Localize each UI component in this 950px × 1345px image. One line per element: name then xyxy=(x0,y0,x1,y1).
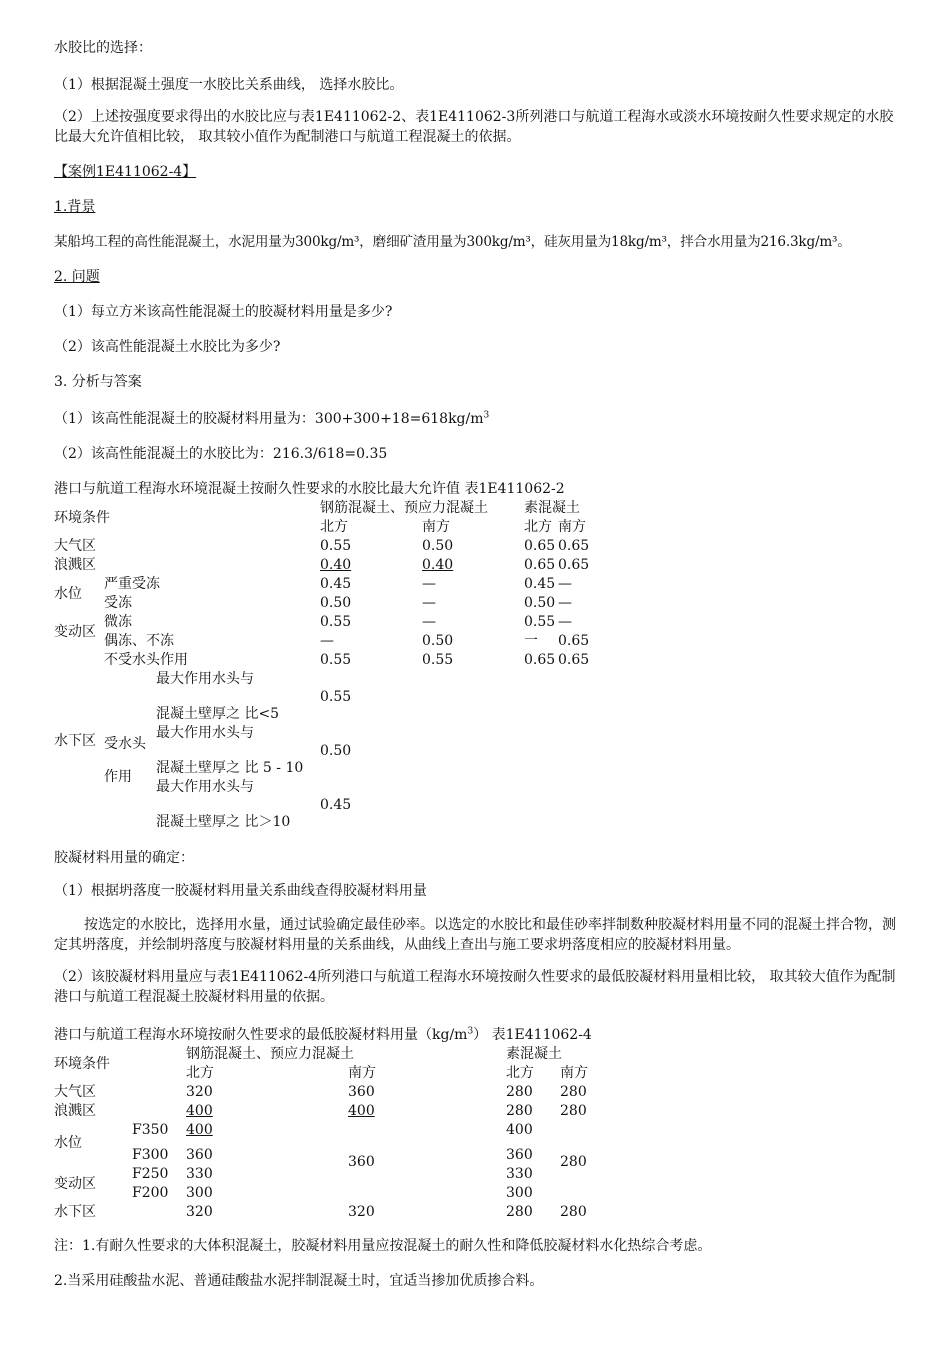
table-header-cell: 南方 xyxy=(348,1065,376,1081)
table-cell: 400 xyxy=(186,1103,213,1119)
table-cell: — xyxy=(558,595,572,611)
table-cell: 400 xyxy=(506,1122,533,1138)
table-cell: 280 xyxy=(560,1103,587,1119)
table-row xyxy=(54,651,598,670)
table-cell: F250 xyxy=(132,1166,169,1182)
table-cell: 330 xyxy=(186,1166,213,1182)
table-row xyxy=(54,613,598,632)
table-header-cell: 北方 xyxy=(506,1065,534,1081)
table-cell: — xyxy=(558,614,572,630)
case-answer-1: （1）该高性能混凝土的胶凝材料用量为：$300+300+18=618kg/m^3$ xyxy=(54,410,490,427)
table-cell: 受冻 xyxy=(104,595,132,611)
table-4-caption: 港口与航道工程海水环境按耐久性要求的最低胶凝材料用量$(kg/m^3)$ 表1E411062-4 xyxy=(54,1026,592,1043)
table-row xyxy=(54,1121,610,1140)
binder-item-2: （2）该胶凝材料用量应与表1E411062-4所列港口与航道工程海水环境按耐久性要求的最低胶凝材料用量相比较， 取其较大值作为配制港口与航道工程混凝土胶凝材料用量的依据。 xyxy=(54,969,896,1005)
case-background-text: 某船坞工程的高性能混凝土，水泥用量为300kg/m³，磨细矿渣用量为300kg/m³，硅灰用量为18kg/m³，拌合水用量为216.3kg/m³。 xyxy=(54,234,851,250)
binder-paragraph: 按选定的水胶比，选择用水量，通过试验确定最佳砂率。以选定的水胶比和最佳砂率拌制数种胶凝材料用量不同的混凝土拌合物，测定其坍落度，并绘制坍落度与胶凝材料用量的关系曲线，从曲线上查出与施工要求坍落度相应的胶凝材料用量。 xyxy=(54,917,896,953)
table-cell: 320 xyxy=(348,1204,375,1220)
table-cell: 0.55 xyxy=(320,652,352,668)
table-cell: 浪溅区 xyxy=(54,557,96,573)
wb-ratio-heading: 水胶比的选择： xyxy=(54,40,152,56)
table-cell: 0.45 xyxy=(320,796,352,813)
table-cell: — xyxy=(422,576,436,592)
table-cell: 0.65 xyxy=(558,557,590,573)
table-cell: 0.55 xyxy=(320,614,352,630)
wb-ratio-item-2: （2）上述按强度要求得出的水胶比应与表1E411062-2、表1E411062-3所列港口与航道工程海水或淡水环境按耐久性要求规定的水胶比最大允许值相比较， 取其较小值作为配制港口与航道工程混凝土的依据。 xyxy=(54,109,894,145)
table-cell: 变动区 xyxy=(54,623,96,640)
table-cell: — xyxy=(558,576,572,592)
note-1: 注：1.有耐久性要求的大体积混凝土，胶凝材料用量应按混凝土的耐久性和降低胶凝材料水化热综合考虑。 xyxy=(54,1238,712,1254)
table-cell: 0.55 xyxy=(524,614,556,630)
table-cell: 大气区 xyxy=(54,1084,96,1100)
note-2: 2.当采用硅酸盐水泥、普通硅酸盐水泥拌制混凝土时，宜适当掺加优质掺合料。 xyxy=(54,1273,544,1289)
table-cell: 280 xyxy=(506,1084,533,1100)
case-title: 【案例1E411062-4】 xyxy=(54,164,197,180)
table-row xyxy=(54,499,598,518)
table-row xyxy=(54,1140,610,1165)
table-4 xyxy=(54,1045,610,1222)
table-cell: 0.55 xyxy=(320,688,352,705)
table-cell: 280 xyxy=(560,1084,587,1100)
table-row xyxy=(54,1102,610,1121)
case-answer-2: （2）该高性能混凝土的水胶比为：216.3/618=0.35 xyxy=(54,446,388,462)
table-cell: 330 xyxy=(506,1166,533,1182)
table-cell xyxy=(104,670,156,832)
table-cell: 水下区 xyxy=(54,1204,96,1220)
table-cell: 最大作用水头与 混凝土壁厚之 比 5 - 10 xyxy=(156,725,304,776)
table-cell: 0.45 xyxy=(320,576,352,592)
table-row xyxy=(54,1045,610,1064)
table-cell: 0.65 xyxy=(558,633,590,649)
table-row xyxy=(54,1165,610,1184)
table-cell: 水下区 xyxy=(54,733,96,749)
table-header-cell: 环境条件 xyxy=(54,509,110,526)
table-cell: 0.40 xyxy=(422,557,454,573)
table-cell: 280 xyxy=(560,1204,587,1220)
case-question-2: （2）该高性能混凝土水胶比为多少? xyxy=(54,339,281,355)
table-row xyxy=(54,594,598,613)
table-row xyxy=(54,1184,610,1203)
table-header-cell: 环境条件 xyxy=(54,1055,110,1072)
table-cell: 280 xyxy=(506,1103,533,1119)
table-row xyxy=(54,1083,610,1102)
table-cell: 浪溅区 xyxy=(54,1103,96,1119)
table-cell: 0.40 xyxy=(320,557,352,573)
table-cell: — xyxy=(320,633,334,649)
table-row xyxy=(54,670,598,724)
table-cell: 变动区 xyxy=(54,1175,96,1192)
table-cell: 360 xyxy=(348,1084,375,1100)
table-row xyxy=(54,1203,610,1222)
table-cell: — xyxy=(422,614,436,630)
table-cell: 280 xyxy=(506,1204,533,1220)
case-question-heading: 2. 问题 xyxy=(54,269,100,285)
head-label-2: 作用 xyxy=(104,769,132,785)
table-cell: 0.65 xyxy=(558,538,590,554)
table-header-cell: 钢筋混凝土、预应力混凝土 xyxy=(186,1046,354,1062)
table-cell: 水位 xyxy=(54,585,82,602)
table-cell: 320 xyxy=(186,1084,213,1100)
table-cell: 最大作用水头与 混凝土壁厚之 比＞10 xyxy=(156,779,291,830)
table-cell: 微冻 xyxy=(104,614,132,630)
table-cell: — xyxy=(422,595,436,611)
table-cell: 0.65 xyxy=(524,557,556,573)
head-label-1: 受水头 xyxy=(104,736,146,752)
table-cell: 0.65 xyxy=(558,652,590,668)
table-cell: 0.50 xyxy=(422,538,454,554)
binder-heading: 胶凝材料用量的确定： xyxy=(54,850,194,866)
wb-ratio-item-1: （1）根据混凝土强度一水胶比关系曲线， 选择水胶比。 xyxy=(54,77,404,93)
document-page xyxy=(54,38,904,1291)
table-cell: 320 xyxy=(186,1204,213,1220)
table-cell: 0.45 xyxy=(524,576,556,592)
table-2 xyxy=(54,499,598,832)
table-cell: 0.55 xyxy=(422,652,454,668)
table-cell: 0.65 xyxy=(524,652,556,668)
table-cell: 360 xyxy=(348,1153,375,1170)
table-cell: 0.50 xyxy=(524,595,556,611)
table-header-cell: 素混凝土 xyxy=(524,500,580,516)
table-cell: 严重受冻 xyxy=(104,576,160,592)
table-2-caption: 港口与航道工程海水环境混凝土按耐久性要求的水胶比最大允许值 表1E411062-2 xyxy=(54,481,565,497)
table-cell: 300 xyxy=(186,1185,213,1201)
table-cell: 0.50 xyxy=(320,742,352,759)
table-cell: 400 xyxy=(186,1122,213,1138)
table-row xyxy=(54,556,598,575)
case-question-1: （1）每立方米该高性能混凝土的胶凝材料用量是多少? xyxy=(54,304,393,320)
table-cell: 0.65 xyxy=(524,538,556,554)
table-header-cell: 南方 xyxy=(558,519,586,535)
table-row xyxy=(54,575,598,594)
table-cell: F200 xyxy=(132,1185,169,1201)
binder-item-1: （1）根据坍落度一胶凝材料用量关系曲线查得胶凝材料用量 xyxy=(54,883,427,899)
case-answer-heading: 3. 分析与答案 xyxy=(54,374,142,390)
table-header-cell: 钢筋混凝土、预应力混凝土 xyxy=(320,500,488,516)
table-header-cell: 素混凝土 xyxy=(506,1046,562,1062)
table-cell: 水位 xyxy=(54,1134,82,1151)
table-row xyxy=(54,632,598,651)
table-header-cell: 北方 xyxy=(186,1065,214,1081)
table-cell: 0.50 xyxy=(422,633,454,649)
table-row xyxy=(54,537,598,556)
table-cell: F300 xyxy=(132,1147,169,1163)
table-header-cell: 北方 xyxy=(320,519,348,535)
table-cell: 大气区 xyxy=(54,538,96,554)
table-cell: 280 xyxy=(560,1153,587,1170)
table-header-cell: 南方 xyxy=(422,519,450,535)
table-cell: 400 xyxy=(348,1103,375,1119)
table-cell: 300 xyxy=(506,1185,533,1201)
table-cell: 最大作用水头与 混凝土壁厚之 比<5 xyxy=(156,671,280,722)
table-cell: F350 xyxy=(132,1122,169,1138)
table-cell: 360 xyxy=(186,1147,213,1163)
table-cell: 一 xyxy=(524,633,538,649)
table-cell: 0.55 xyxy=(320,538,352,554)
case-background-heading: 1.背景 xyxy=(54,199,96,215)
table-cell: 不受水头作用 xyxy=(104,652,188,668)
table-cell: 偶冻、不冻 xyxy=(104,633,174,649)
table-cell: 360 xyxy=(506,1147,533,1163)
table-cell: 0.50 xyxy=(320,595,352,611)
table-header-cell: 北方 xyxy=(524,519,552,535)
table-header-cell: 南方 xyxy=(560,1065,588,1081)
